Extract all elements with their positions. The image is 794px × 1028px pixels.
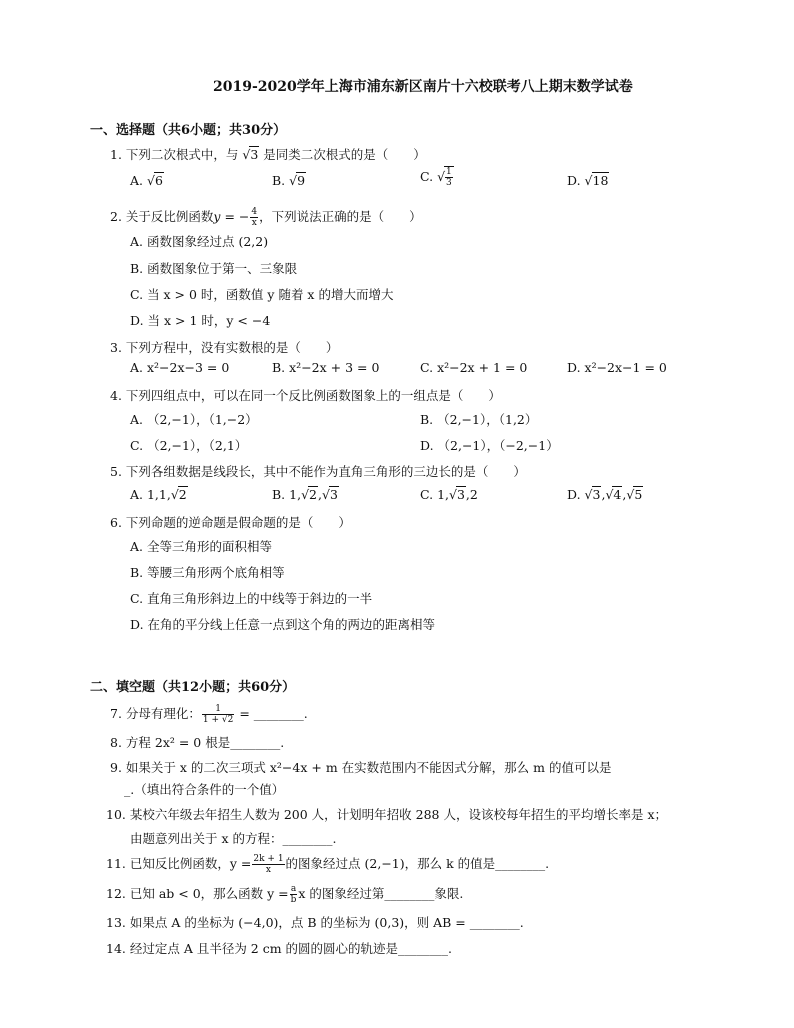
section-heading-fill: 二、填空题（共12小题；共60分） [90,680,296,695]
question-5-stem: 5. 下列各组数据是线段长，其中不能作为直角三角形的三边长的是（ ） [110,464,526,479]
question-14: 14. 经过定点 A 且半径为 2 cm 的圆的圆心的轨迹是________. [106,941,453,956]
q6-option-b: B. 等腰三角形两个底角相等 [130,565,285,580]
q2-option-c: C. 当 x > 0 时，函数值 y 随着 x 的增大而增大 [130,287,394,302]
q2-option-b: B. 函数图象位于第一、三象限 [130,261,298,276]
question-9-line1: 9. 如果关于 x 的二次三项式 x²−4x + m 在实数范围内不能因式分解，那么 m 的值可以是 [110,760,612,775]
question-10-line1: 10. 某校六年级去年招生人数为 200 人，计划明年招收 288 人，设该校每年招生的平均增长率是 x； [106,807,667,822]
section-heading-choice: 一、选择题（共6小题；共30分） [90,123,287,138]
page-title: 2019-2020学年上海市浦东新区南片十六校联考八上期末数学试卷 [213,79,633,95]
q3-option-d: D. x²−2x−1 = 0 [567,360,667,375]
question-7: 7. 分母有理化： $\frac{1}{1 + √2}$ = ________. [110,704,308,725]
question-3-stem: 3. 下列方程中，没有实数根的是（ ） [110,340,339,355]
question-11: 11. 已知反比例函数，y = $\frac{2k + 1}{x}$ 的图象经过点 (2,−1)，那么 k 的值是________. [106,854,550,875]
sqrt-expr: √ 3 [242,147,259,162]
question-10-line2: 由题意列出关于 x 的方程：________. [130,831,337,846]
q5-option-b: B. 1,√ 2,√ 3 [272,486,339,502]
q5-option-c: C. 1,√ 3,2 [420,486,478,502]
q6-option-a: A. 全等三角形的面积相等 [130,539,272,554]
question-8: 8. 方程 2x² = 0 根是________. [110,735,285,750]
q2-option-d: D. 当 x > 1 时，y < −4 [130,313,271,328]
question-12: 12. 已知 ab < 0，那么函数 y = $\frac{a}{b}$ x 的图象经过第________象限. [106,884,464,905]
question-1-stem: 1. 下列二次根式中，与 √ 3 是同类二次根式的是（ ） [110,145,426,163]
q4-option-c: C. （2,−1），（2,1） [130,438,248,453]
q3-option-c: C. x²−2x + 1 = 0 [420,360,528,375]
question-9-line2: _.（填出符合条件的一个值） [124,782,285,797]
q3-option-b: B. x²−2x + 3 = 0 [272,360,380,375]
question-6-stem: 6. 下列命题的逆命题是假命题的是（ ） [110,515,351,530]
q3-option-a: A. x²−2x−3 = 0 [130,360,230,375]
q5-option-a: A. 1,1,√ 2 [130,486,188,502]
q4-option-d: D. （2,−1），（−2,−1） [420,438,559,453]
q5-option-d: D. √ 3,√ 4,√ 5 [567,486,643,502]
q6-option-c: C. 直角三角形斜边上的中线等于斜边的一半 [130,591,373,606]
q6-option-d: D. 在角的平分线上任意一点到这个角的两边的距离相等 [130,617,436,632]
q4-option-b: B. （2,−1），（1,2） [420,412,538,427]
q1-option-d: D. √ 18 [567,172,609,188]
q1-option-a: A. √ 6 [130,172,164,188]
q1-option-c: C. √ $\frac{1}{3}$ [420,166,454,188]
question-13: 13. 如果点 A 的坐标为 (−4,0)，点 B 的坐标为 (0,3)，则 AB = ________. [106,915,524,930]
q1-option-b: B. √ 9 [272,172,306,188]
question-4-stem: 4. 下列四组点中，可以在同一个反比例函数图象上的一组点是（ ） [110,388,501,403]
q2-option-a: A. 函数图象经过点 (2,2) [130,234,269,249]
q4-option-a: A. （2,−1），（1,−2） [130,412,258,427]
question-2-stem: 2. 关于反比例函数y = − $\frac{4}{x}$ ，下列说法正确的是（ ） [110,207,422,228]
